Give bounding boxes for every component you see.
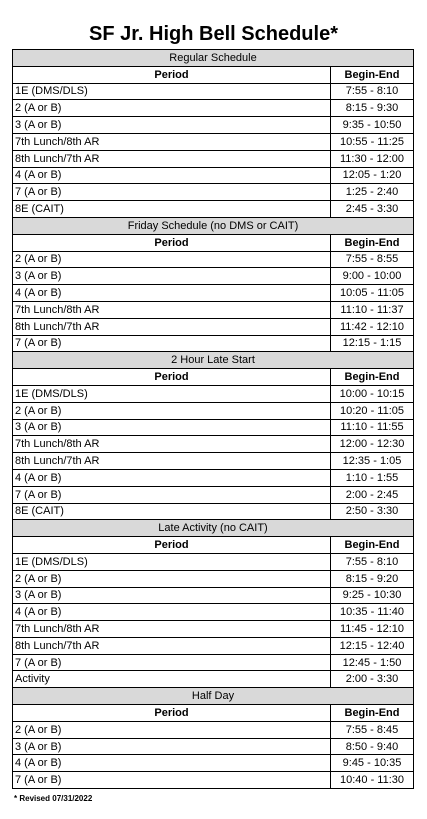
period-cell: 8th Lunch/7th AR	[13, 150, 331, 167]
time-cell: 11:45 - 12:10	[331, 621, 414, 638]
time-cell: 10:55 - 11:25	[331, 133, 414, 150]
period-cell: 8th Lunch/7th AR	[13, 637, 331, 654]
time-column-header: Begin-End	[331, 234, 414, 251]
period-cell: 7th Lunch/8th AR	[13, 621, 331, 638]
time-column-header: Begin-End	[331, 369, 414, 386]
table-row	[13, 419, 414, 436]
table-row	[13, 335, 414, 352]
time-cell: 10:05 - 11:05	[331, 285, 414, 302]
time-cell: 7:55 - 8:10	[331, 83, 414, 100]
period-cell: 4 (A or B)	[13, 285, 331, 302]
table-row	[13, 83, 414, 100]
table-row	[13, 402, 414, 419]
time-cell: 1:10 - 1:55	[331, 469, 414, 486]
time-cell: 9:35 - 10:50	[331, 117, 414, 134]
period-cell: 7 (A or B)	[13, 335, 331, 352]
section-title: Late Activity (no CAIT)	[13, 520, 414, 537]
period-cell: 7 (A or B)	[13, 772, 331, 789]
table-row	[13, 453, 414, 470]
table-row	[13, 671, 414, 688]
table-row	[13, 133, 414, 150]
time-cell: 11:30 - 12:00	[331, 150, 414, 167]
section-title: 2 Hour Late Start	[13, 352, 414, 369]
time-cell: 8:15 - 9:20	[331, 570, 414, 587]
bell-schedule-table	[12, 49, 414, 789]
time-cell: 12:00 - 12:30	[331, 436, 414, 453]
section-title: Regular Schedule	[13, 50, 414, 67]
table-row	[13, 268, 414, 285]
time-cell: 12:05 - 1:20	[331, 167, 414, 184]
column-header-row	[13, 234, 414, 251]
table-row	[13, 654, 414, 671]
period-cell: 7th Lunch/8th AR	[13, 301, 331, 318]
time-cell: 11:10 - 11:55	[331, 419, 414, 436]
table-row	[13, 738, 414, 755]
table-row	[13, 436, 414, 453]
time-cell: 2:45 - 3:30	[331, 201, 414, 218]
period-column-header: Period	[13, 234, 331, 251]
table-row	[13, 570, 414, 587]
period-cell: 7 (A or B)	[13, 184, 331, 201]
time-column-header: Begin-End	[331, 66, 414, 83]
period-column-header: Period	[13, 537, 331, 554]
section-header	[13, 520, 414, 537]
period-cell: 8th Lunch/7th AR	[13, 453, 331, 470]
table-row	[13, 167, 414, 184]
period-cell: 2 (A or B)	[13, 100, 331, 117]
period-cell: 1E (DMS/DLS)	[13, 83, 331, 100]
time-cell: 2:00 - 2:45	[331, 486, 414, 503]
period-column-header: Period	[13, 705, 331, 722]
period-cell: 8E (CAIT)	[13, 503, 331, 520]
period-cell: 2 (A or B)	[13, 251, 331, 268]
time-cell: 9:00 - 10:00	[331, 268, 414, 285]
time-cell: 12:35 - 1:05	[331, 453, 414, 470]
table-row	[13, 486, 414, 503]
time-cell: 8:50 - 9:40	[331, 738, 414, 755]
section-header	[13, 50, 414, 67]
table-row	[13, 201, 414, 218]
column-header-row	[13, 705, 414, 722]
period-cell: 3 (A or B)	[13, 587, 331, 604]
period-column-header: Period	[13, 66, 331, 83]
table-row	[13, 604, 414, 621]
table-row	[13, 772, 414, 789]
table-row	[13, 251, 414, 268]
period-cell: 2 (A or B)	[13, 721, 331, 738]
table-row	[13, 184, 414, 201]
period-cell: 3 (A or B)	[13, 419, 331, 436]
time-cell: 12:15 - 12:40	[331, 637, 414, 654]
period-cell: 4 (A or B)	[13, 167, 331, 184]
section-header	[13, 688, 414, 705]
time-cell: 11:42 - 12:10	[331, 318, 414, 335]
column-header-row	[13, 369, 414, 386]
period-cell: 1E (DMS/DLS)	[13, 385, 331, 402]
column-header-row	[13, 66, 414, 83]
period-cell: 7th Lunch/8th AR	[13, 436, 331, 453]
table-row	[13, 150, 414, 167]
table-row	[13, 755, 414, 772]
time-cell: 7:55 - 8:10	[331, 553, 414, 570]
table-row	[13, 721, 414, 738]
time-cell: 10:40 - 11:30	[331, 772, 414, 789]
time-cell: 9:45 - 10:35	[331, 755, 414, 772]
table-row	[13, 469, 414, 486]
period-cell: 3 (A or B)	[13, 268, 331, 285]
period-cell: Activity	[13, 671, 331, 688]
period-cell: 4 (A or B)	[13, 604, 331, 621]
table-row	[13, 318, 414, 335]
period-cell: 3 (A or B)	[13, 117, 331, 134]
time-cell: 8:15 - 9:30	[331, 100, 414, 117]
table-row	[13, 285, 414, 302]
period-cell: 2 (A or B)	[13, 402, 331, 419]
period-cell: 7th Lunch/8th AR	[13, 133, 331, 150]
period-column-header: Period	[13, 369, 331, 386]
table-row	[13, 100, 414, 117]
section-header	[13, 217, 414, 234]
table-row	[13, 117, 414, 134]
time-cell: 10:35 - 11:40	[331, 604, 414, 621]
page-title: SF Jr. High Bell Schedule*	[89, 23, 338, 45]
time-cell: 10:00 - 10:15	[331, 385, 414, 402]
period-cell: 7 (A or B)	[13, 486, 331, 503]
section-title: Friday Schedule (no DMS or CAIT)	[13, 217, 414, 234]
table-row	[13, 385, 414, 402]
section-header	[13, 352, 414, 369]
time-cell: 2:00 - 3:30	[331, 671, 414, 688]
time-cell: 1:25 - 2:40	[331, 184, 414, 201]
table-row	[13, 301, 414, 318]
period-cell: 8E (CAIT)	[13, 201, 331, 218]
period-cell: 7 (A or B)	[13, 654, 331, 671]
time-cell: 11:10 - 11:37	[331, 301, 414, 318]
table-row	[13, 553, 414, 570]
bell-schedule-body	[13, 50, 414, 789]
time-cell: 12:15 - 1:15	[331, 335, 414, 352]
section-title: Half Day	[13, 688, 414, 705]
table-row	[13, 503, 414, 520]
period-cell: 8th Lunch/7th AR	[13, 318, 331, 335]
table-row	[13, 587, 414, 604]
time-cell: 9:25 - 10:30	[331, 587, 414, 604]
time-cell: 7:55 - 8:45	[331, 721, 414, 738]
table-row	[13, 637, 414, 654]
time-cell: 7:55 - 8:55	[331, 251, 414, 268]
time-column-header: Begin-End	[331, 537, 414, 554]
table-row	[13, 621, 414, 638]
period-cell: 4 (A or B)	[13, 755, 331, 772]
time-cell: 12:45 - 1:50	[331, 654, 414, 671]
time-cell: 10:20 - 11:05	[331, 402, 414, 419]
revision-footnote: * Revised 07/31/2022	[14, 794, 93, 803]
period-cell: 1E (DMS/DLS)	[13, 553, 331, 570]
period-cell: 3 (A or B)	[13, 738, 331, 755]
time-column-header: Begin-End	[331, 705, 414, 722]
time-cell: 2:50 - 3:30	[331, 503, 414, 520]
period-cell: 4 (A or B)	[13, 469, 331, 486]
column-header-row	[13, 537, 414, 554]
period-cell: 2 (A or B)	[13, 570, 331, 587]
